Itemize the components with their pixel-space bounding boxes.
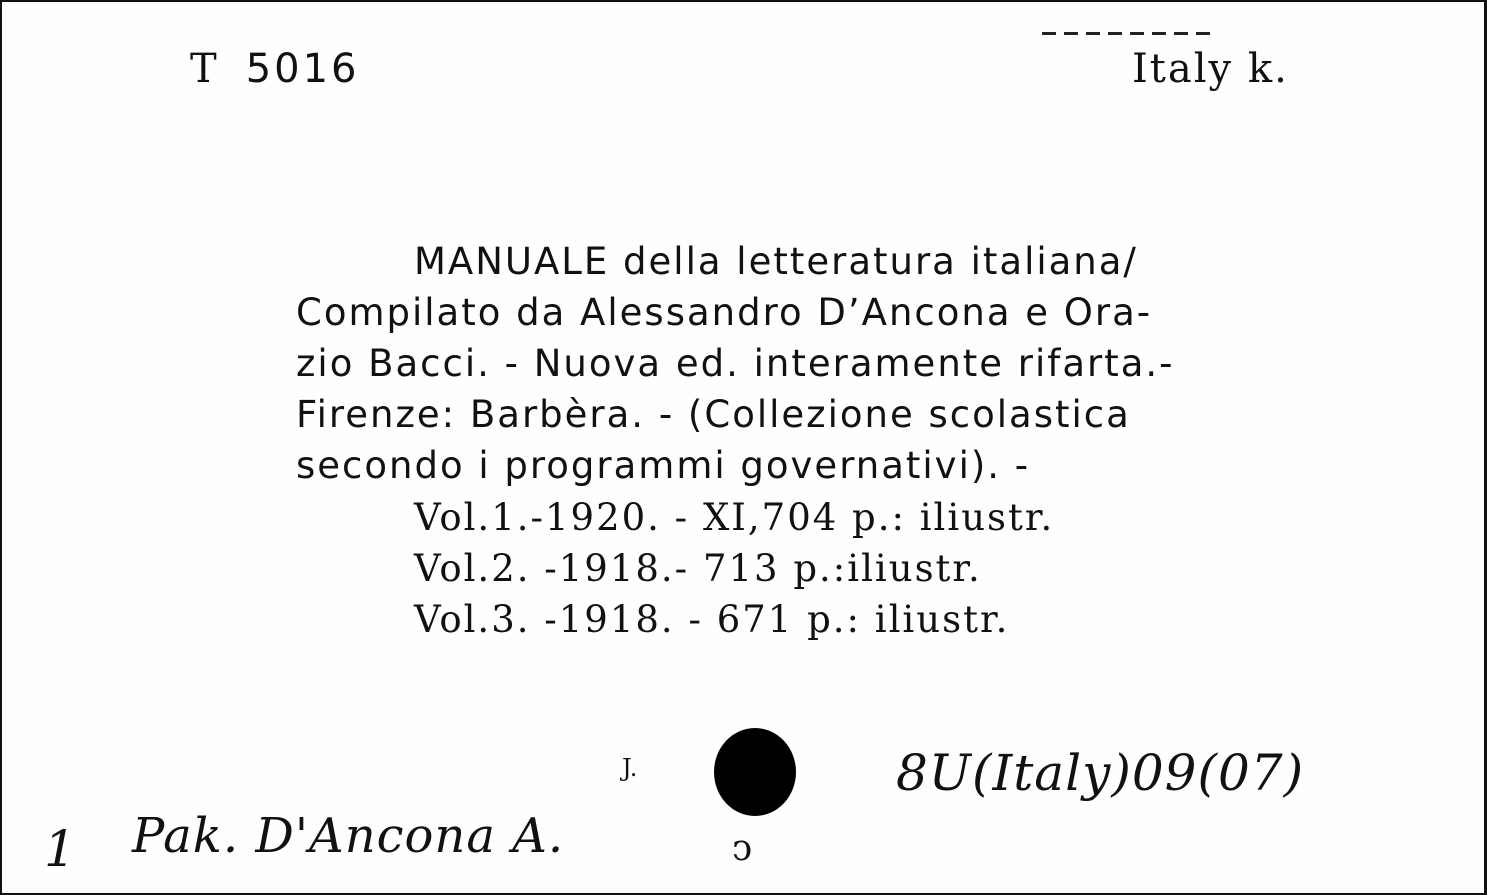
volume-line: Vol.1.-1920. - XI,704 p.: iliustr. [414, 496, 1055, 539]
hole-mark-top: J. [622, 754, 638, 782]
hole-mark-bottom: ↄ [732, 828, 753, 869]
call-number-value: 5016 [245, 46, 360, 92]
entry-line: secondo i programmi governativi). - [296, 444, 1031, 487]
added-entry: Pak. D'Ancona A. [132, 808, 565, 864]
volume-line: Vol.3. -1918. - 671 p.: iliustr. [414, 598, 1010, 641]
volume-line: Vol.2. -1918.- 713 p.:iliustr. [414, 547, 982, 590]
added-entry-count: 1 [44, 820, 76, 878]
call-number [190, 46, 359, 92]
punch-hole [714, 728, 796, 816]
entry-line: zio Bacci. - Nuova ed. interamente rifarta.- [296, 342, 1175, 385]
entry-line: MANUALE della letteratura italiana/ [414, 240, 1138, 283]
class-number: 8U(Italy)09(07) [896, 744, 1305, 802]
call-number-prefix: T [190, 46, 220, 92]
bibliographic-entry [296, 236, 1466, 491]
volume-list [414, 492, 1054, 645]
subject-tag: Italy k. [1132, 46, 1289, 92]
dash-mark [1042, 32, 1212, 35]
entry-line: Firenze: Barbèra. - (Collezione scolastica [296, 393, 1131, 436]
entry-line: Compilato da Alessandro D’Ancona e Ora- [296, 291, 1153, 334]
